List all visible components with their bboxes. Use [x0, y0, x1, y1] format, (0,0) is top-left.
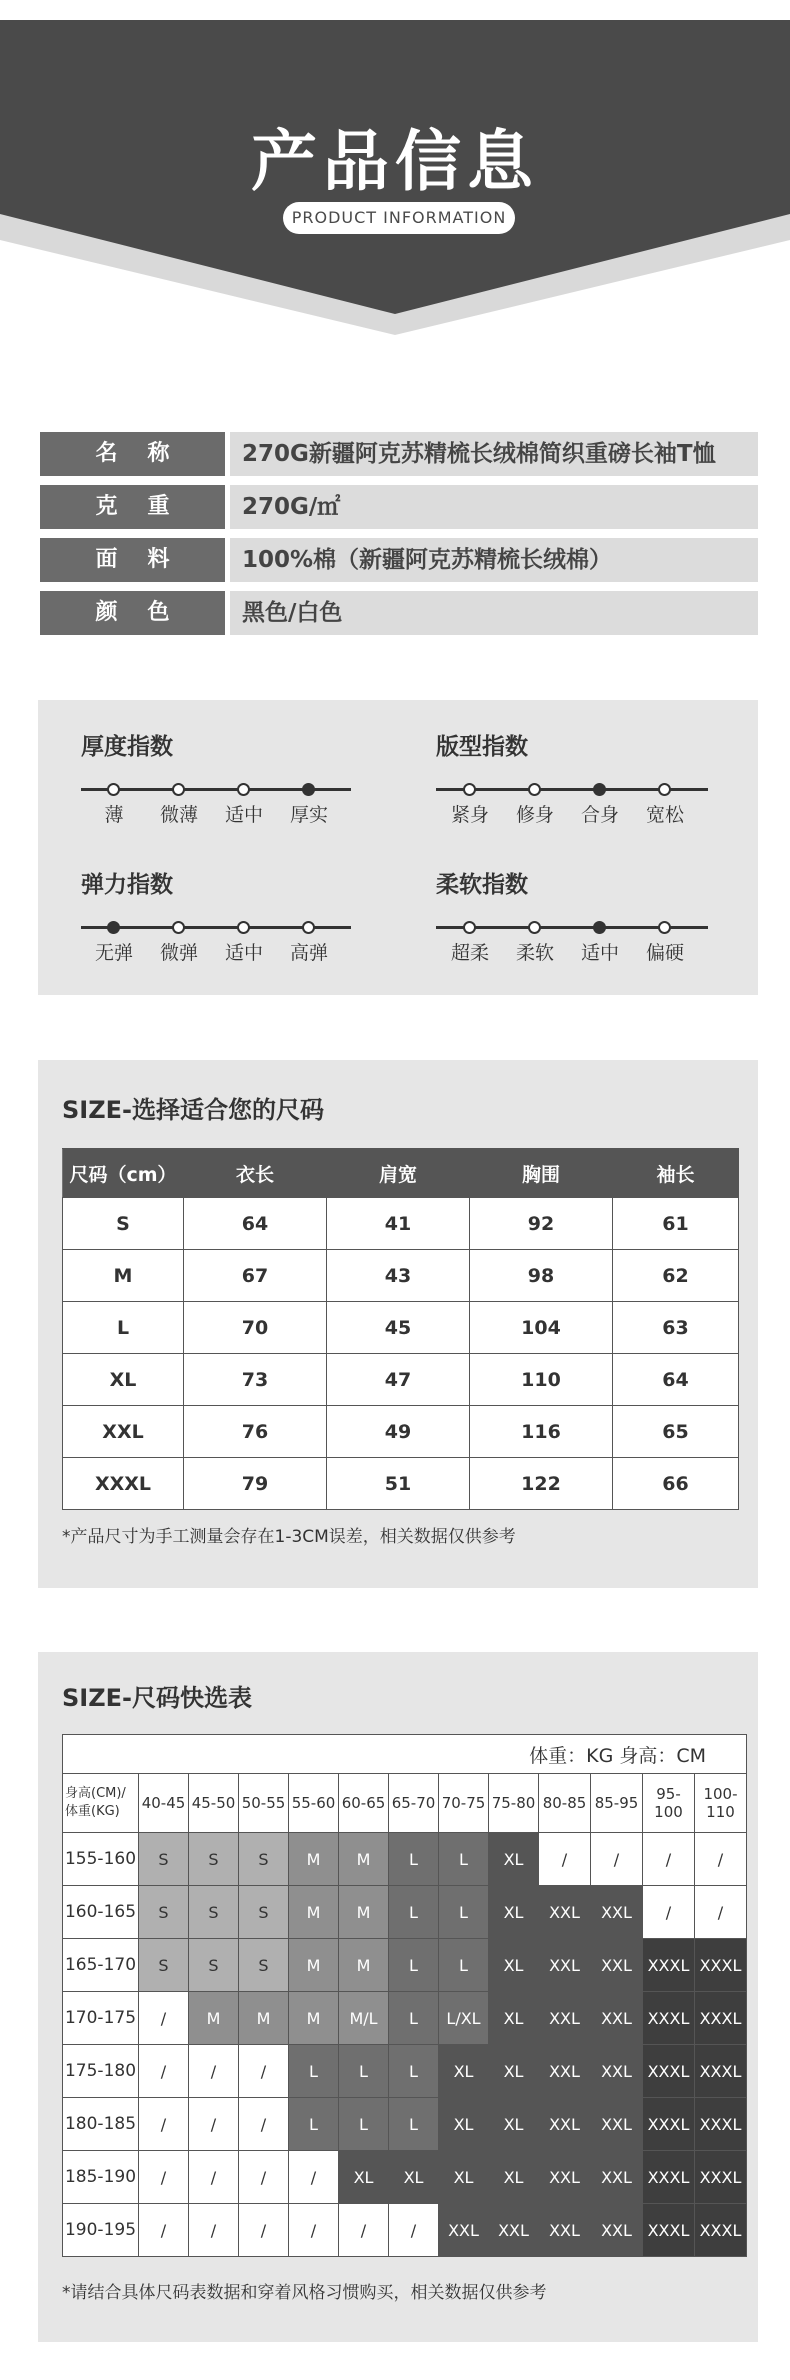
table-row	[63, 1406, 739, 1458]
index-dot	[528, 783, 541, 796]
size-recommendation-cell: M	[339, 1939, 389, 1992]
index-option: 紧身	[450, 804, 489, 826]
weight-column-header: 45-50	[189, 1774, 239, 1833]
index-option: 柔软	[515, 942, 554, 964]
column-header: 尺码（cm）	[63, 1149, 184, 1198]
measure-cell: 64	[184, 1198, 327, 1250]
size-recommendation-cell: S	[239, 1939, 289, 1992]
column-header: 袖长	[613, 1149, 739, 1198]
corner-weight-label: 体重(KG)	[65, 1804, 120, 1819]
size-recommendation-cell: /	[139, 2204, 189, 2257]
size-recommendation-cell: XXXL	[695, 2204, 747, 2257]
size-recommendation-cell: XXL	[539, 1992, 591, 2045]
height-row-header: 185-190	[63, 2151, 139, 2204]
info-value: 黑色/白色	[230, 591, 758, 635]
size-recommendation-cell: M	[239, 1992, 289, 2045]
measure-cell: 49	[327, 1406, 470, 1458]
weight-column-header: 70-75	[439, 1774, 489, 1833]
size-recommendation-cell: XXL	[591, 2204, 643, 2257]
size-recommendation-cell: XXL	[439, 2204, 489, 2257]
size-recommendation-cell: XXL	[489, 2204, 539, 2257]
weight-column-header: 60-65	[339, 1774, 389, 1833]
size-recommendation-cell: /	[591, 1833, 643, 1886]
size-recommendation-cell: XL	[339, 2151, 389, 2204]
size-recommendation-cell: S	[139, 1939, 189, 1992]
index-option: 偏硬	[645, 942, 684, 964]
size-cell: XXL	[63, 1406, 184, 1458]
size-recommendation-cell: M	[339, 1833, 389, 1886]
size-recommendation-cell: XL	[439, 2098, 489, 2151]
size-recommendation-cell: /	[389, 2204, 439, 2257]
index-option: 微薄	[159, 804, 198, 826]
weight-column-header: 85-95	[591, 1774, 643, 1833]
index-option: 修身	[515, 804, 554, 826]
info-value: 270G新疆阿克苏精梳长绒棉简织重磅长袖T恤	[230, 432, 758, 476]
index-option: 适中	[224, 804, 263, 826]
size-recommendation-cell: L	[389, 1886, 439, 1939]
info-value: 100%棉（新疆阿克苏精梳长绒棉）	[230, 538, 758, 582]
weight-column-header: 55-60	[289, 1774, 339, 1833]
measure-cell: 76	[184, 1406, 327, 1458]
weight-column-header: 75-80	[489, 1774, 539, 1833]
measure-cell: 51	[327, 1458, 470, 1510]
size-recommendation-cell: M	[289, 1992, 339, 2045]
size-recommendation-cell: XXXL	[643, 1939, 695, 1992]
size-chart-panel	[38, 1060, 758, 1588]
size-recommendation-cell: XL	[489, 2151, 539, 2204]
info-row-weight	[40, 485, 758, 529]
size-recommendation-cell: /	[139, 2045, 189, 2098]
unit-row	[63, 1735, 747, 1774]
index-dot-selected	[593, 783, 606, 796]
size-recommendation-cell: XL	[489, 2045, 539, 2098]
measure-cell: 43	[327, 1250, 470, 1302]
measure-cell: 110	[470, 1354, 613, 1406]
size-recommendation-cell: L	[339, 2098, 389, 2151]
index-dot	[237, 921, 250, 934]
weight-column-header: 80-85	[539, 1774, 591, 1833]
index-dot	[463, 921, 476, 934]
size-recommendation-cell: XXL	[591, 1992, 643, 2045]
table-row	[63, 1250, 739, 1302]
index-dot	[658, 783, 671, 796]
size-recommendation-cell: XXXL	[643, 2098, 695, 2151]
size-cell: XXXL	[63, 1458, 184, 1510]
column-header: 胸围	[470, 1149, 613, 1198]
size-recommendation-cell: XXL	[539, 2098, 591, 2151]
size-recommendation-cell: M	[289, 1939, 339, 1992]
size-recommendation-cell: /	[139, 2098, 189, 2151]
measure-cell: 62	[613, 1250, 739, 1302]
size-recommendation-cell: L	[289, 2045, 339, 2098]
measure-cell: 61	[613, 1198, 739, 1250]
size-recommendation-cell: XL	[489, 1833, 539, 1886]
height-row-header: 180-185	[63, 2098, 139, 2151]
info-label: 名称	[40, 432, 225, 476]
index-title: 柔软指数	[436, 872, 528, 898]
size-recommendation-cell: /	[239, 2151, 289, 2204]
measure-cell: 79	[184, 1458, 327, 1510]
size-recommendation-cell: L	[439, 1833, 489, 1886]
size-recommendation-cell: XXXL	[643, 2204, 695, 2257]
height-row-header: 175-180	[63, 2045, 139, 2098]
corner-height-label: 身高(CM)/	[65, 1786, 126, 1801]
size-recommendation-cell: L	[289, 2098, 339, 2151]
size-recommendation-cell: M	[189, 1992, 239, 2045]
quick-table-row	[63, 2204, 747, 2257]
info-label: 颜色	[40, 591, 225, 635]
size-recommendation-cell: /	[139, 2151, 189, 2204]
size-recommendation-cell: XXL	[591, 2151, 643, 2204]
measure-cell: 63	[613, 1302, 739, 1354]
quick-size-panel	[38, 1652, 758, 2342]
size-recommendation-cell: XL	[389, 2151, 439, 2204]
index-dot	[172, 783, 185, 796]
height-row-header: 170-175	[63, 1992, 139, 2045]
size-recommendation-cell: XXXL	[643, 2045, 695, 2098]
measure-cell: 47	[327, 1354, 470, 1406]
height-row-header: 160-165	[63, 1886, 139, 1939]
size-recommendation-cell: XXXL	[643, 1992, 695, 2045]
size-recommendation-cell: M	[289, 1886, 339, 1939]
index-option: 微弹	[159, 942, 198, 964]
size-recommendation-cell: XXL	[539, 1886, 591, 1939]
index-option: 高弹	[289, 942, 328, 964]
unit-label: 体重：KG 身高：CM	[63, 1735, 747, 1774]
quick-table-row	[63, 2045, 747, 2098]
info-row-color	[40, 591, 758, 635]
size-recommendation-cell: /	[643, 1886, 695, 1939]
size-recommendation-cell: S	[139, 1886, 189, 1939]
size-recommendation-cell: XXL	[591, 1939, 643, 1992]
size-recommendation-cell: XXXL	[643, 2151, 695, 2204]
index-option: 适中	[580, 942, 619, 964]
size-recommendation-cell: L/XL	[439, 1992, 489, 2045]
size-recommendation-cell: XXL	[591, 2045, 643, 2098]
index-dot	[658, 921, 671, 934]
table-row	[63, 1302, 739, 1354]
size-cell: XL	[63, 1354, 184, 1406]
size-recommendation-cell: S	[189, 1939, 239, 1992]
quick-table-row	[63, 1939, 747, 1992]
size-recommendation-cell: S	[139, 1833, 189, 1886]
measure-cell: 116	[470, 1406, 613, 1458]
size-recommendation-cell: /	[695, 1886, 747, 1939]
weight-column-header: 95-100	[643, 1774, 695, 1833]
column-header: 肩宽	[327, 1149, 470, 1198]
size-cell: L	[63, 1302, 184, 1354]
height-row-header: 155-160	[63, 1833, 139, 1886]
index-dot	[302, 921, 315, 934]
size-recommendation-cell: /	[189, 2045, 239, 2098]
size-recommendation-cell: M	[289, 1833, 339, 1886]
index-dot	[172, 921, 185, 934]
info-label: 面料	[40, 538, 225, 582]
size-recommendation-cell: XXXL	[695, 2045, 747, 2098]
measure-cell: 104	[470, 1302, 613, 1354]
size-recommendation-cell: L	[439, 1886, 489, 1939]
index-option: 合身	[580, 804, 619, 826]
weight-column-header: 50-55	[239, 1774, 289, 1833]
measure-cell: 65	[613, 1406, 739, 1458]
quick-chart-note: *请结合具体尺码表数据和穿着风格习惯购买，相关数据仅供参考	[62, 2283, 547, 2303]
size-recommendation-cell: XL	[489, 1992, 539, 2045]
size-recommendation-cell: /	[539, 1833, 591, 1886]
size-recommendation-cell: /	[643, 1833, 695, 1886]
index-dot	[107, 783, 120, 796]
size-recommendation-cell: /	[339, 2204, 389, 2257]
index-option: 薄	[104, 804, 124, 826]
size-recommendation-cell: L	[389, 2045, 439, 2098]
size-cell: M	[63, 1250, 184, 1302]
size-recommendation-cell: S	[189, 1833, 239, 1886]
corner-header	[63, 1774, 139, 1833]
size-recommendation-cell: XXXL	[695, 1939, 747, 1992]
size-recommendation-cell: /	[189, 2098, 239, 2151]
table-header-row	[63, 1149, 739, 1198]
size-recommendation-cell: L	[389, 1992, 439, 2045]
size-recommendation-cell: M	[339, 1886, 389, 1939]
size-recommendation-cell: XL	[489, 1939, 539, 1992]
index-dot-selected	[302, 783, 315, 796]
size-recommendation-cell: /	[289, 2151, 339, 2204]
info-row-name	[40, 432, 758, 476]
table-row	[63, 1354, 739, 1406]
size-recommendation-cell: XXL	[539, 2045, 591, 2098]
height-row-header: 165-170	[63, 1939, 139, 1992]
fabric-indices-panel	[38, 700, 758, 995]
measure-cell: 73	[184, 1354, 327, 1406]
size-recommendation-cell: XXL	[539, 2151, 591, 2204]
index-option: 无弹	[94, 942, 133, 964]
quick-size-table	[62, 1734, 747, 2257]
size-recommendation-cell: M/L	[339, 1992, 389, 2045]
size-recommendation-cell: S	[189, 1886, 239, 1939]
quick-table-row	[63, 1833, 747, 1886]
height-row-header: 190-195	[63, 2204, 139, 2257]
index-option: 适中	[224, 942, 263, 964]
size-recommendation-cell: XXXL	[695, 2098, 747, 2151]
size-recommendation-cell: XL	[489, 1886, 539, 1939]
quick-table-row	[63, 2098, 747, 2151]
weight-column-header: 40-45	[139, 1774, 189, 1833]
size-recommendation-cell: S	[239, 1833, 289, 1886]
size-recommendation-cell: L	[389, 2098, 439, 2151]
size-recommendation-cell: XXL	[539, 1939, 591, 1992]
size-recommendation-cell: XXL	[539, 2204, 591, 2257]
index-option: 宽松	[645, 804, 684, 826]
index-dot	[463, 783, 476, 796]
info-row-fabric	[40, 538, 758, 582]
index-title: 版型指数	[436, 734, 528, 760]
size-recommendation-cell: XXL	[591, 1886, 643, 1939]
measure-cell: 64	[613, 1354, 739, 1406]
page-subtitle-badge: PRODUCT INFORMATION	[283, 202, 515, 234]
size-recommendation-cell: XL	[489, 2098, 539, 2151]
quick-chart-title: SIZE-尺码快选表	[62, 1684, 252, 1712]
measure-cell: 66	[613, 1458, 739, 1510]
size-cell: S	[63, 1198, 184, 1250]
size-recommendation-cell: /	[239, 2098, 289, 2151]
quick-table-row	[63, 1992, 747, 2045]
measure-cell: 70	[184, 1302, 327, 1354]
page-title: 产品信息	[251, 123, 539, 200]
table-row	[63, 1198, 739, 1250]
measure-cell: 41	[327, 1198, 470, 1250]
size-recommendation-cell: XXXL	[695, 1992, 747, 2045]
size-recommendation-cell: L	[389, 1833, 439, 1886]
column-header: 衣长	[184, 1149, 327, 1198]
quick-table-row	[63, 2151, 747, 2204]
size-recommendation-cell: L	[339, 2045, 389, 2098]
size-recommendation-cell: L	[439, 1939, 489, 1992]
table-row	[63, 1458, 739, 1510]
measure-cell: 45	[327, 1302, 470, 1354]
size-recommendation-cell: L	[389, 1939, 439, 1992]
weight-header-row	[63, 1774, 747, 1833]
info-label: 克重	[40, 485, 225, 529]
size-chart-title: SIZE-选择适合您的尺码	[62, 1096, 324, 1124]
size-recommendation-cell: /	[239, 2045, 289, 2098]
size-recommendation-cell: /	[289, 2204, 339, 2257]
index-option: 超柔	[450, 942, 489, 964]
index-option: 厚实	[289, 804, 328, 826]
size-recommendation-cell: XXXL	[695, 2151, 747, 2204]
weight-column-header: 65-70	[389, 1774, 439, 1833]
size-recommendation-cell: S	[239, 1886, 289, 1939]
measure-cell: 122	[470, 1458, 613, 1510]
index-dot	[237, 783, 250, 796]
size-recommendation-cell: /	[139, 1992, 189, 2045]
index-title: 弹力指数	[81, 872, 173, 898]
size-recommendation-cell: /	[695, 1833, 747, 1886]
measure-cell: 67	[184, 1250, 327, 1302]
measure-cell: 98	[470, 1250, 613, 1302]
size-recommendation-cell: XL	[439, 2151, 489, 2204]
size-recommendation-cell: XL	[439, 2045, 489, 2098]
size-recommendation-cell: /	[189, 2204, 239, 2257]
size-table	[62, 1148, 739, 1510]
size-recommendation-cell: /	[189, 2151, 239, 2204]
index-title: 厚度指数	[81, 734, 173, 760]
quick-table-row	[63, 1886, 747, 1939]
index-dot-selected	[107, 921, 120, 934]
index-dot-selected	[593, 921, 606, 934]
size-recommendation-cell: XXL	[591, 2098, 643, 2151]
measure-cell: 92	[470, 1198, 613, 1250]
info-value: 270G/㎡	[230, 485, 758, 529]
index-dot	[528, 921, 541, 934]
size-recommendation-cell: /	[239, 2204, 289, 2257]
size-chart-note: *产品尺寸为手工测量会存在1-3CM误差，相关数据仅供参考	[62, 1527, 516, 1547]
weight-column-header: 100-110	[695, 1774, 747, 1833]
